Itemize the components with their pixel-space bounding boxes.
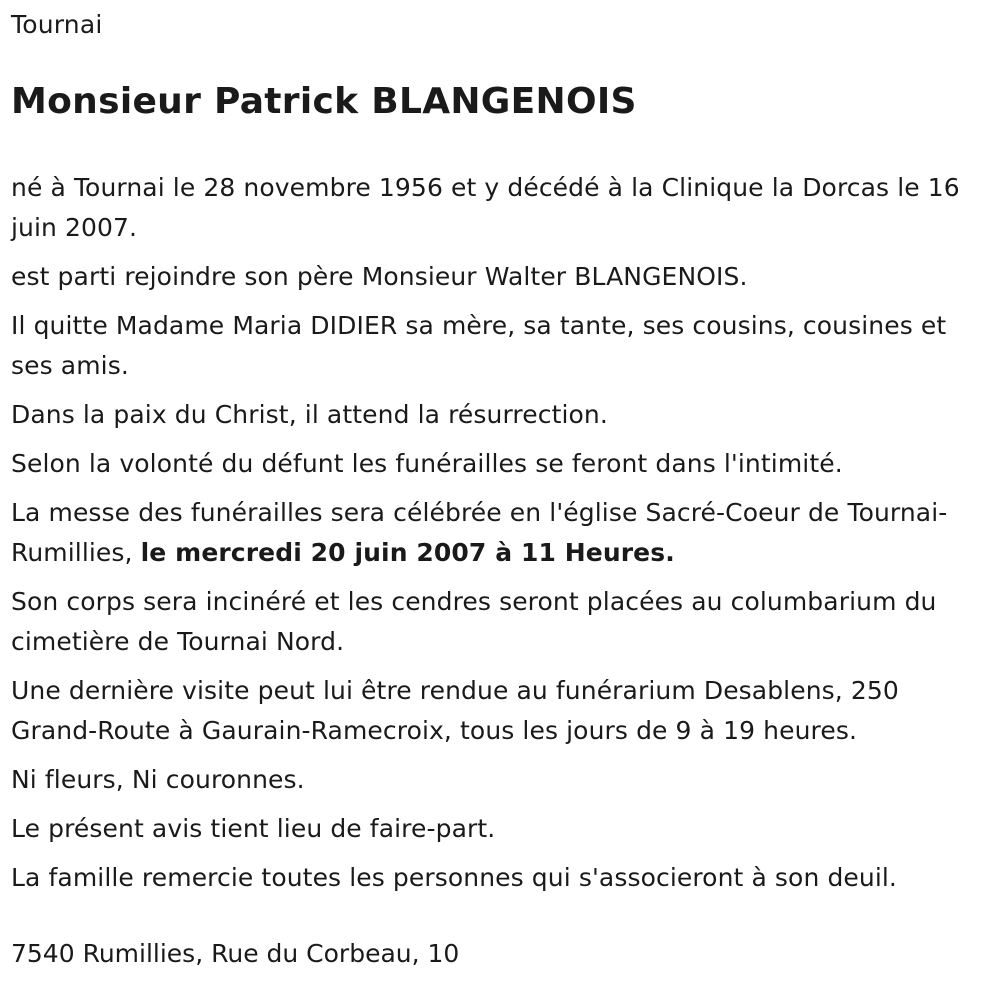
birth-death-paragraph: né à Tournai le 28 novembre 1956 et y décédé à la Clinique la Dorcas le 16 juin 2007. (11, 173, 960, 242)
family-paragraph: Il quitte Madame Maria DIDIER sa mère, sa tante, ses cousins, cousines et ses amis. (11, 311, 947, 380)
location-label: Tournai (11, 10, 103, 39)
father-paragraph: est parti rejoindre son père Monsieur Walter BLANGENOIS. (11, 262, 748, 291)
deceased-name-title: Monsieur Patrick BLANGENOIS (11, 81, 637, 122)
mass-date-time: le mercredi 20 juin 2007 à 11 Heures. (140, 538, 675, 567)
flowers-paragraph: Ni fleurs, Ni couronnes. (11, 765, 305, 794)
faith-paragraph: Dans la paix du Christ, il attend la résurrection. (11, 400, 608, 429)
obituary-body (11, 168, 990, 898)
mass-paragraph (11, 493, 990, 573)
notice-paragraph: Le présent avis tient lieu de faire-part. (11, 814, 496, 843)
family-address: 7540 Rumillies, Rue du Corbeau, 10 (11, 939, 460, 968)
cremation-paragraph: Son corps sera incinéré et les cendres seront placées au columbarium du cimetière de Tournai Nord. (11, 587, 937, 656)
visitation-paragraph: Une dernière visite peut lui être rendue au funérarium Desablens, 250 Grand-Route à Gaurain-Ramecroix, tous les jours de 9 à 19 heures. (11, 676, 899, 745)
thanks-paragraph: La famille remercie toutes les personnes qui s'associeront à son deuil. (11, 863, 897, 892)
privacy-paragraph: Selon la volonté du défunt les funérailles se feront dans l'intimité. (11, 449, 843, 478)
mass-paragraph-text: La messe des funérailles sera célébrée en l'église Sacré-Coeur de Tournai-Rumillies, (11, 498, 948, 567)
